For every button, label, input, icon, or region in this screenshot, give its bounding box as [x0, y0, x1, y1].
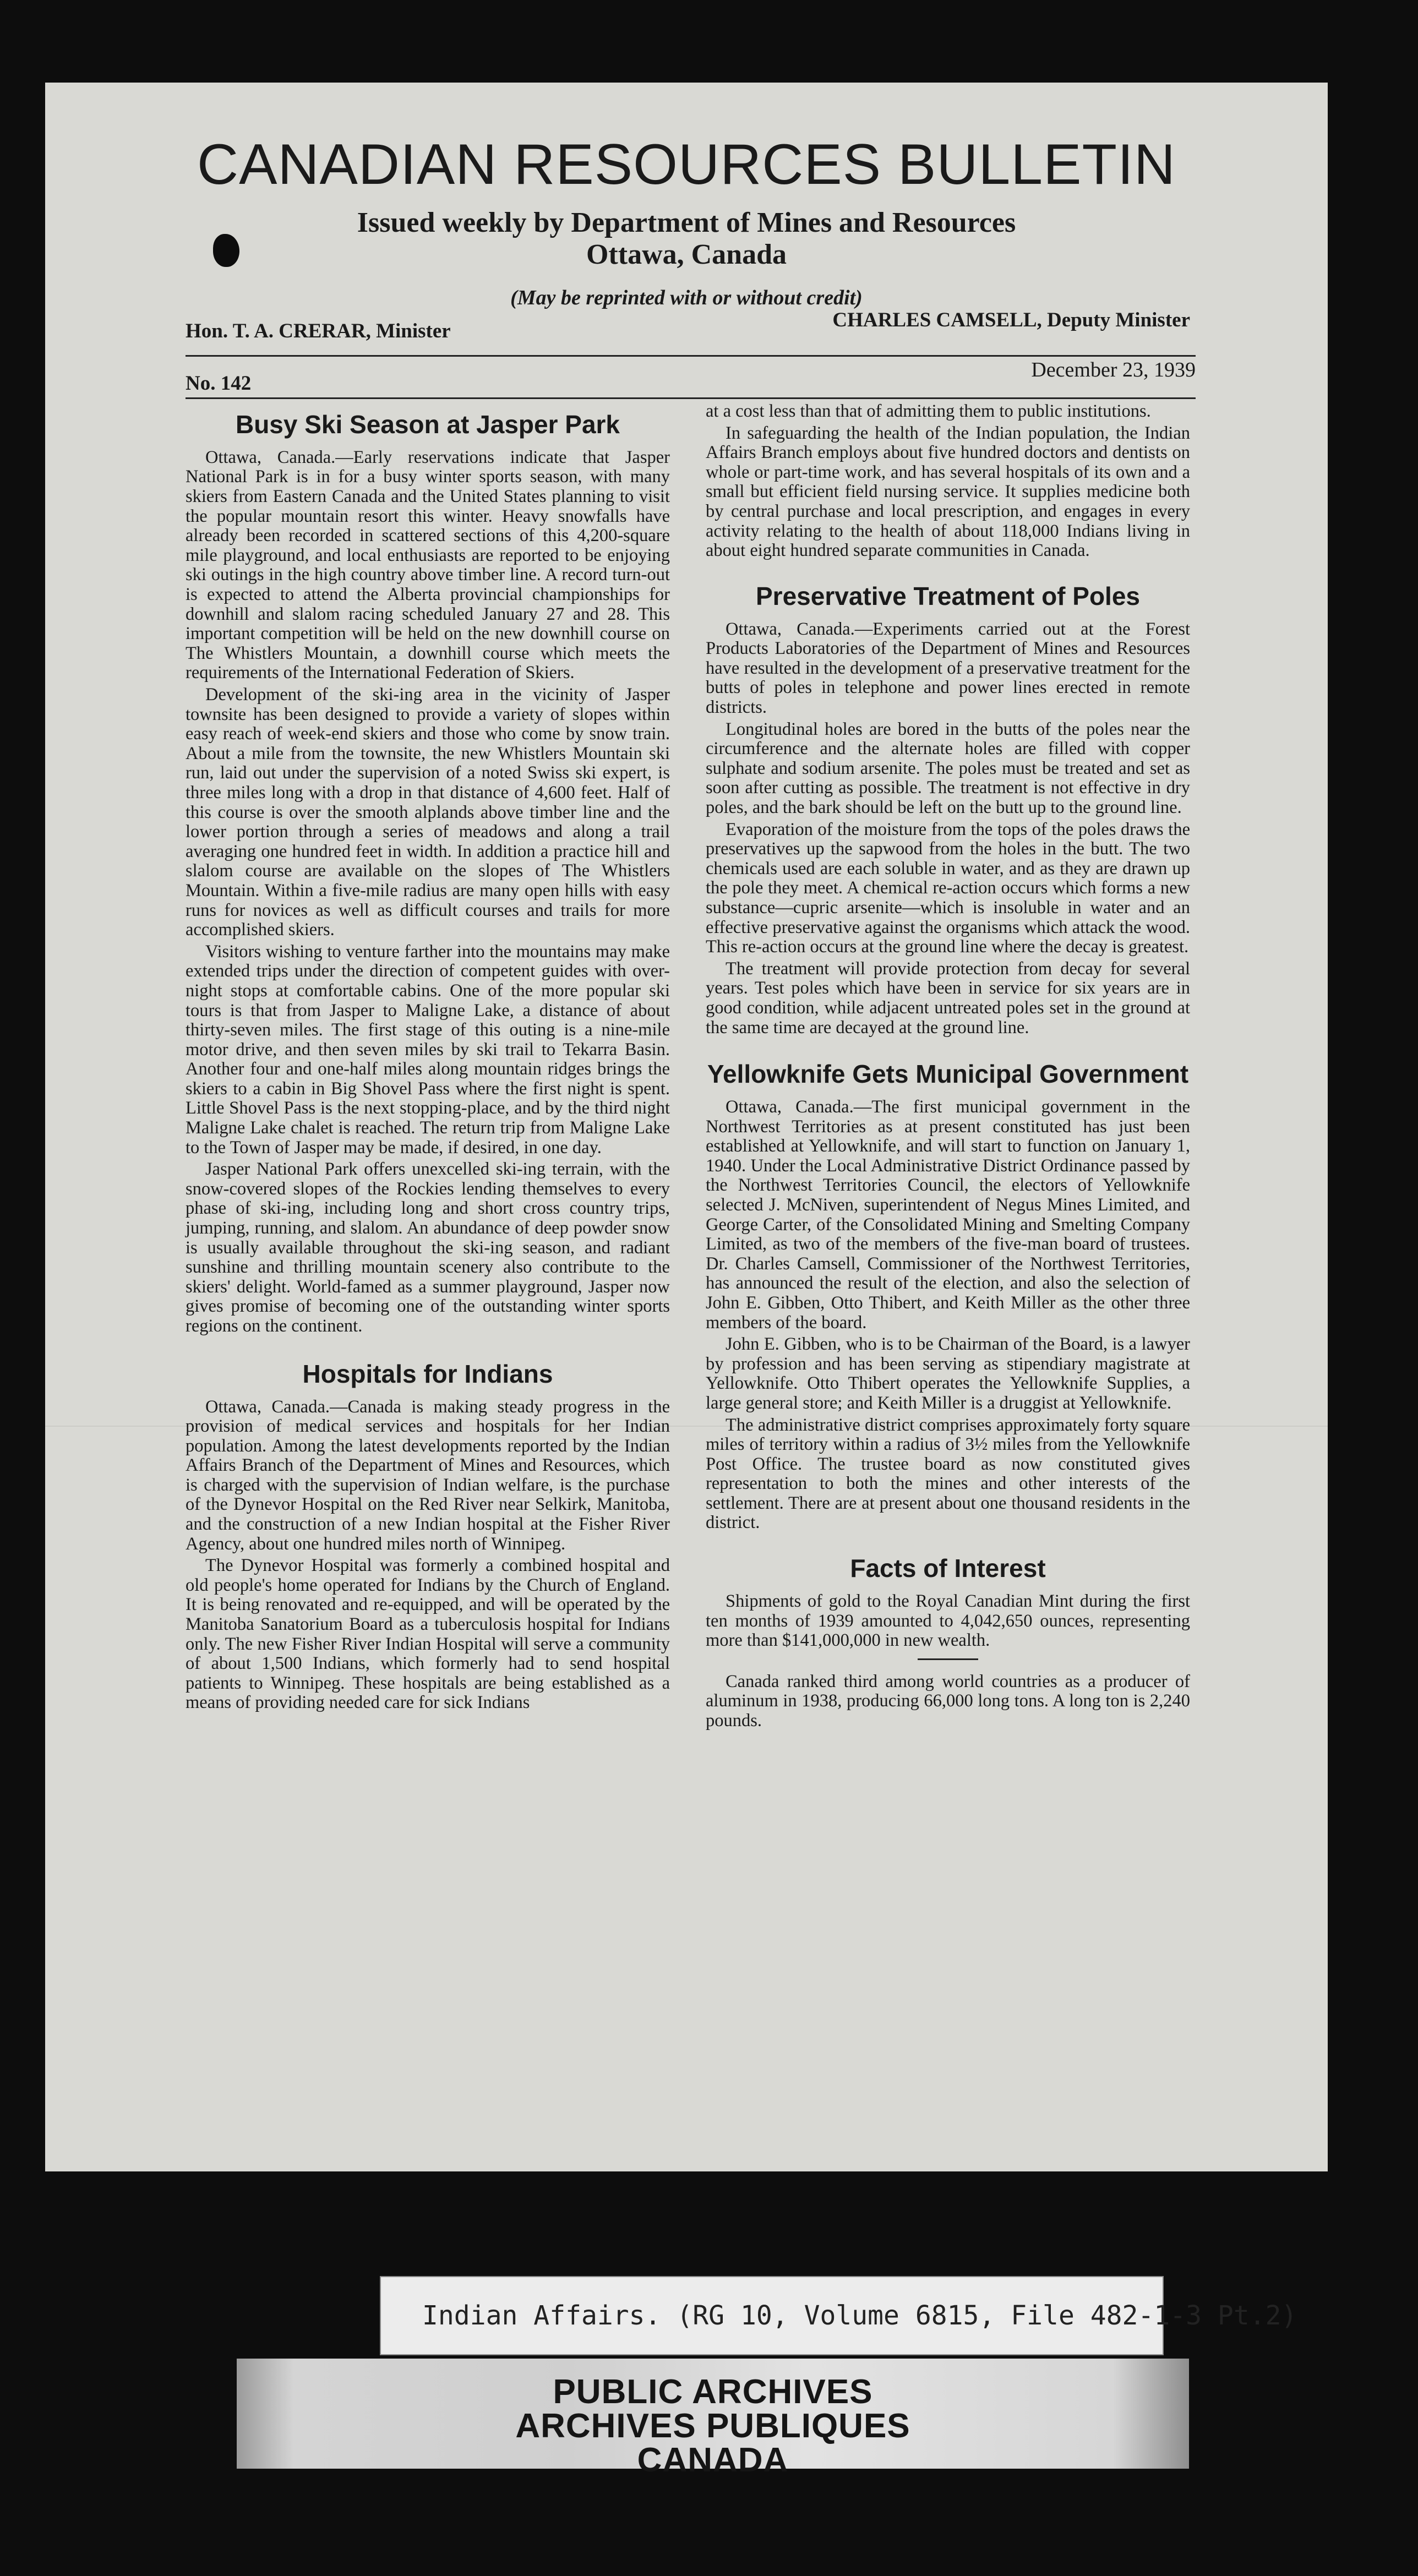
- article-paragraph: Canada ranked third among world countries as a producer of aluminum in 1938, producing 66,000 long tons. A long ton is 2,240 pounds.: [706, 1671, 1190, 1731]
- left-column: [186, 410, 670, 1715]
- archive-citation-label: [380, 2276, 1297, 2355]
- ink-blot: [213, 234, 239, 267]
- article-jasper-ski: [186, 410, 670, 1336]
- citation-text: Indian Affairs. (RG 10, Volume 6815, File 482-1-3 Pt.2): [422, 2300, 1297, 2331]
- article-paragraph: at a cost less than that of admitting them to public institutions.: [706, 401, 1151, 421]
- article-paragraph: The administrative district comprises approximately forty square miles of territory within a radius of 3½ miles from the Yellowknife Post Office. The trustee board as now constituted gives representation to both the mines and other interests of the settlement. There are at present about one thousand residents in the district.: [706, 1415, 1190, 1533]
- issue-date: December 23, 1939: [1031, 358, 1196, 381]
- masthead-rule: [186, 355, 1196, 357]
- article-paragraph: Ottawa, Canada.—Canada is making steady progress in the provision of medical services and hospitals for her Indian population. Among the latest developments reported by the Indian Affairs Branch of the Department of Mines and Resources, which is charged with the supervision of Indian welfare, is the purchase of the Dynevor Hospital on the Red River near Selkirk, Manitoba, and the construction of a new Indian hospital at the Fisher River Agency, about one hundred miles north of Winnipeg.: [186, 1396, 670, 1554]
- article-paragraph: Jasper National Park offers unexcelled ski-ing terrain, with the snow-covered slopes of the Rockies lending themselves to every phase of ski-ing, including long and short cross country trips, jumping, running, and slalom. An abundance of deep powder snow is usually available throughout the ski-ing season, and radiant sunshine and thrilling mountain scenery also contribute to the skiers' delight. World-famed as a summer playground, Jasper now gives promise of becoming one of the outstanding winter sports regions on the continent.: [186, 1159, 670, 1336]
- article-paragraph: The Dynevor Hospital was formerly a combined hospital and old people's home operated for Indians by the Church of England. It is being renovated and re-equipped, and will be operated by the Manitoba Sanatorium Board as a tuberculosis hospital for Indians only. The new Fisher River Indian Hospital will serve a community of about 1,500 Indians, which formerly had to send hospital patients to Winnipeg. These hospitals are being established as a means of providing needed care for sick Indians: [186, 1556, 670, 1713]
- minister-name: Hon. T. A. CRERAR, Minister: [186, 320, 451, 342]
- article-paragraph: Longitudinal holes are bored in the butts of the poles near the circumference and the alternate holes are filled with copper sulphate and sodium arsenite. The poles must be treated and set as soon after cutting as possible. The treatment is not effective in dry poles, and the bark should be left on the butt up to the ground line.: [706, 719, 1190, 817]
- article-paragraph: Ottawa, Canada.—Experiments carried out at the Forest Products Laboratories of the Department of Mines and Resources have resulted in the development of a preservative treatment for the butts of poles in telephone and power lines erected in remote districts.: [706, 619, 1190, 718]
- article-paragraph: John E. Gibben, who is to be Chairman of the Board, is a lawyer by profession and has been serving as stipendiary magistrate at Yellowknife. Otto Thibert operates the Yellowknife Supplies, a large general store; and Keith Miller is a druggist at Yellowknife.: [706, 1334, 1190, 1413]
- stamp-line: PUBLIC ARCHIVES: [553, 2373, 873, 2411]
- archive-stamp: [237, 2375, 1189, 2477]
- article-yellowknife: [706, 1060, 1190, 1533]
- article-heading: Facts of Interest: [850, 1554, 1046, 1583]
- deputy-minister-name: CHARLES CAMSELL, Deputy Minister: [832, 309, 1190, 331]
- article-hospitals: [186, 1360, 670, 1713]
- separator-rule: [918, 1658, 978, 1660]
- article-pole-treatment: [706, 582, 1190, 1038]
- article-paragraph: Shipments of gold to the Royal Canadian Mint during the first ten months of 1939 amounted to 4,042,650 ounces, representing more than $141,000,000 in new wealth.: [706, 1591, 1190, 1651]
- article-paragraph: Development of the ski-ing area in the vicinity of Jasper townsite has been designed to provide a variety of slopes within easy reach of week-end skiers and those who come by snow train. About a mile from the townsite, the new Whistlers Mountain ski run, laid out under the supervision of a noted Swiss ski expert, is three miles long with a drop in that distance of 4,600 feet. Half of this course is over the smooth alplands above timber line and the lower portion through a series of meadows and along a trail averaging one hundred feet in width. In addition a practice hill and slalom course are available on the slopes of The Whistlers Mountain. Within a five-mile radius are many open hills with easy runs for novices as well as difficult courses and trails for more accomplished skiers.: [186, 685, 670, 940]
- bulletin-page: [45, 83, 1328, 2171]
- issue-number: No. 142: [186, 372, 252, 395]
- article-paragraph: The treatment will provide protection from decay for several years. Test poles which have been in service for six years are in good condition, while adjacent untreated poles set in the ground at the same time are decayed at the ground line.: [706, 958, 1190, 1038]
- stamp-line: CANADA: [637, 2441, 789, 2479]
- right-column: [706, 402, 1190, 1733]
- article-hospitals-continued: [706, 402, 1190, 561]
- article-heading: Busy Ski Season at Jasper Park: [235, 410, 620, 439]
- article-paragraph: Visitors wishing to venture farther into the mountains may make extended trips under the direction of competent guides with over-night stops at comfortable cabins. One of the more popular ski tours is that from Jasper to Maligne Lake, a distance of about thirty-seven miles. The first stage of this outing is a nine-mile motor drive, and then seven miles by ski trail to Tekarra Basin. Another four and one-half miles along mountain ridges brings the skiers to a cabin in Big Shovel Pass where the first night is spent. Little Shovel Pass is the next stopping-place, and by the third night Maligne Lake chalet is reached. The return trip from Maligne Lake to the Town of Jasper may be made, if desired, in one day.: [186, 941, 670, 1158]
- reprint-note: (May be reprinted with or without credit): [510, 286, 863, 310]
- article-facts: [706, 1554, 1190, 1731]
- article-paragraph: Ottawa, Canada.—Early reservations indicate that Jasper National Park is in for a busy winter sports season, with many skiers from Eastern Canada and the United States planning to visit the popular mountain resort this winter. Heavy snowfalls have already been recorded in scattered sections of this 4,200-square mile playground, and local enthusiasts are reported to be enjoying ski outings in the high country above timber line. A record turn-out is expected to attend the Alberta provincial championships for downhill and slalom racing scheduled January 27 and 28. This important competition will be held on the new downhill course on The Whistlers Mountain, a downhill course which meets the requirements of the International Federation of Skiers.: [186, 447, 670, 683]
- article-paragraph: Evaporation of the moisture from the tops of the poles draws the preservatives up the sapwood from the holes in the butt. The two chemicals used are each soluble in water, and as they are drawn up the pole they meet. A chemical re-action occurs which forms a new substance—cupric arsenite—which is insoluble in water and an effective preservative against the organisms which attack the wood. This re-action occurs at the ground line where the decay is greatest.: [706, 819, 1190, 957]
- article-paragraph: Ottawa, Canada.—The first municipal government in the Northwest Territories as at present constituted has just been established at Yellowknife, and will start to function on January 1, 1940. Under the Local Administrative District Ordinance passed by the Northwest Territories Council, the electors of Yellowknife selected J. McNiven, superintendent of Negus Mines Limited, and George Carter, of the Consolidated Mining and Smelting Company Limited, as two of the members of the five-man board of trustees. Dr. Charles Camsell, Commissioner of the Northwest Territories, has announced the result of the election, and also the selection of John E. Gibben, Otto Thibert, and Keith Miller as the other three members of the board.: [706, 1097, 1190, 1333]
- header-bottom-rule: [186, 397, 1196, 399]
- bulletin-subtitle: Issued weekly by Department of Mines and Resources: [357, 207, 1016, 239]
- article-paragraph: In safeguarding the health of the Indian population, the Indian Affairs Branch employs about five hundred doctors and dentists on whole or part-time work, and has several hospitals of its own and a small but efficient field nursing service. It supplies medicine both by central purchase and local prescription, and engages in every activity relating to the health of about 118,000 Indians living in about eight hundred separate communities in Canada.: [706, 423, 1190, 561]
- bulletin-location: Ottawa, Canada: [586, 239, 787, 271]
- article-heading: Hospitals for Indians: [302, 1359, 553, 1388]
- bulletin-title: CANADIAN RESOURCES BULLETIN: [197, 133, 1176, 197]
- archive-stamp-strip: [237, 2359, 1189, 2479]
- article-heading: Preservative Treatment of Poles: [756, 581, 1140, 610]
- stamp-line: ARCHIVES PUBLIQUES: [515, 2407, 910, 2445]
- masthead: [45, 135, 1328, 310]
- article-heading: Yellowknife Gets Municipal Government: [707, 1060, 1189, 1089]
